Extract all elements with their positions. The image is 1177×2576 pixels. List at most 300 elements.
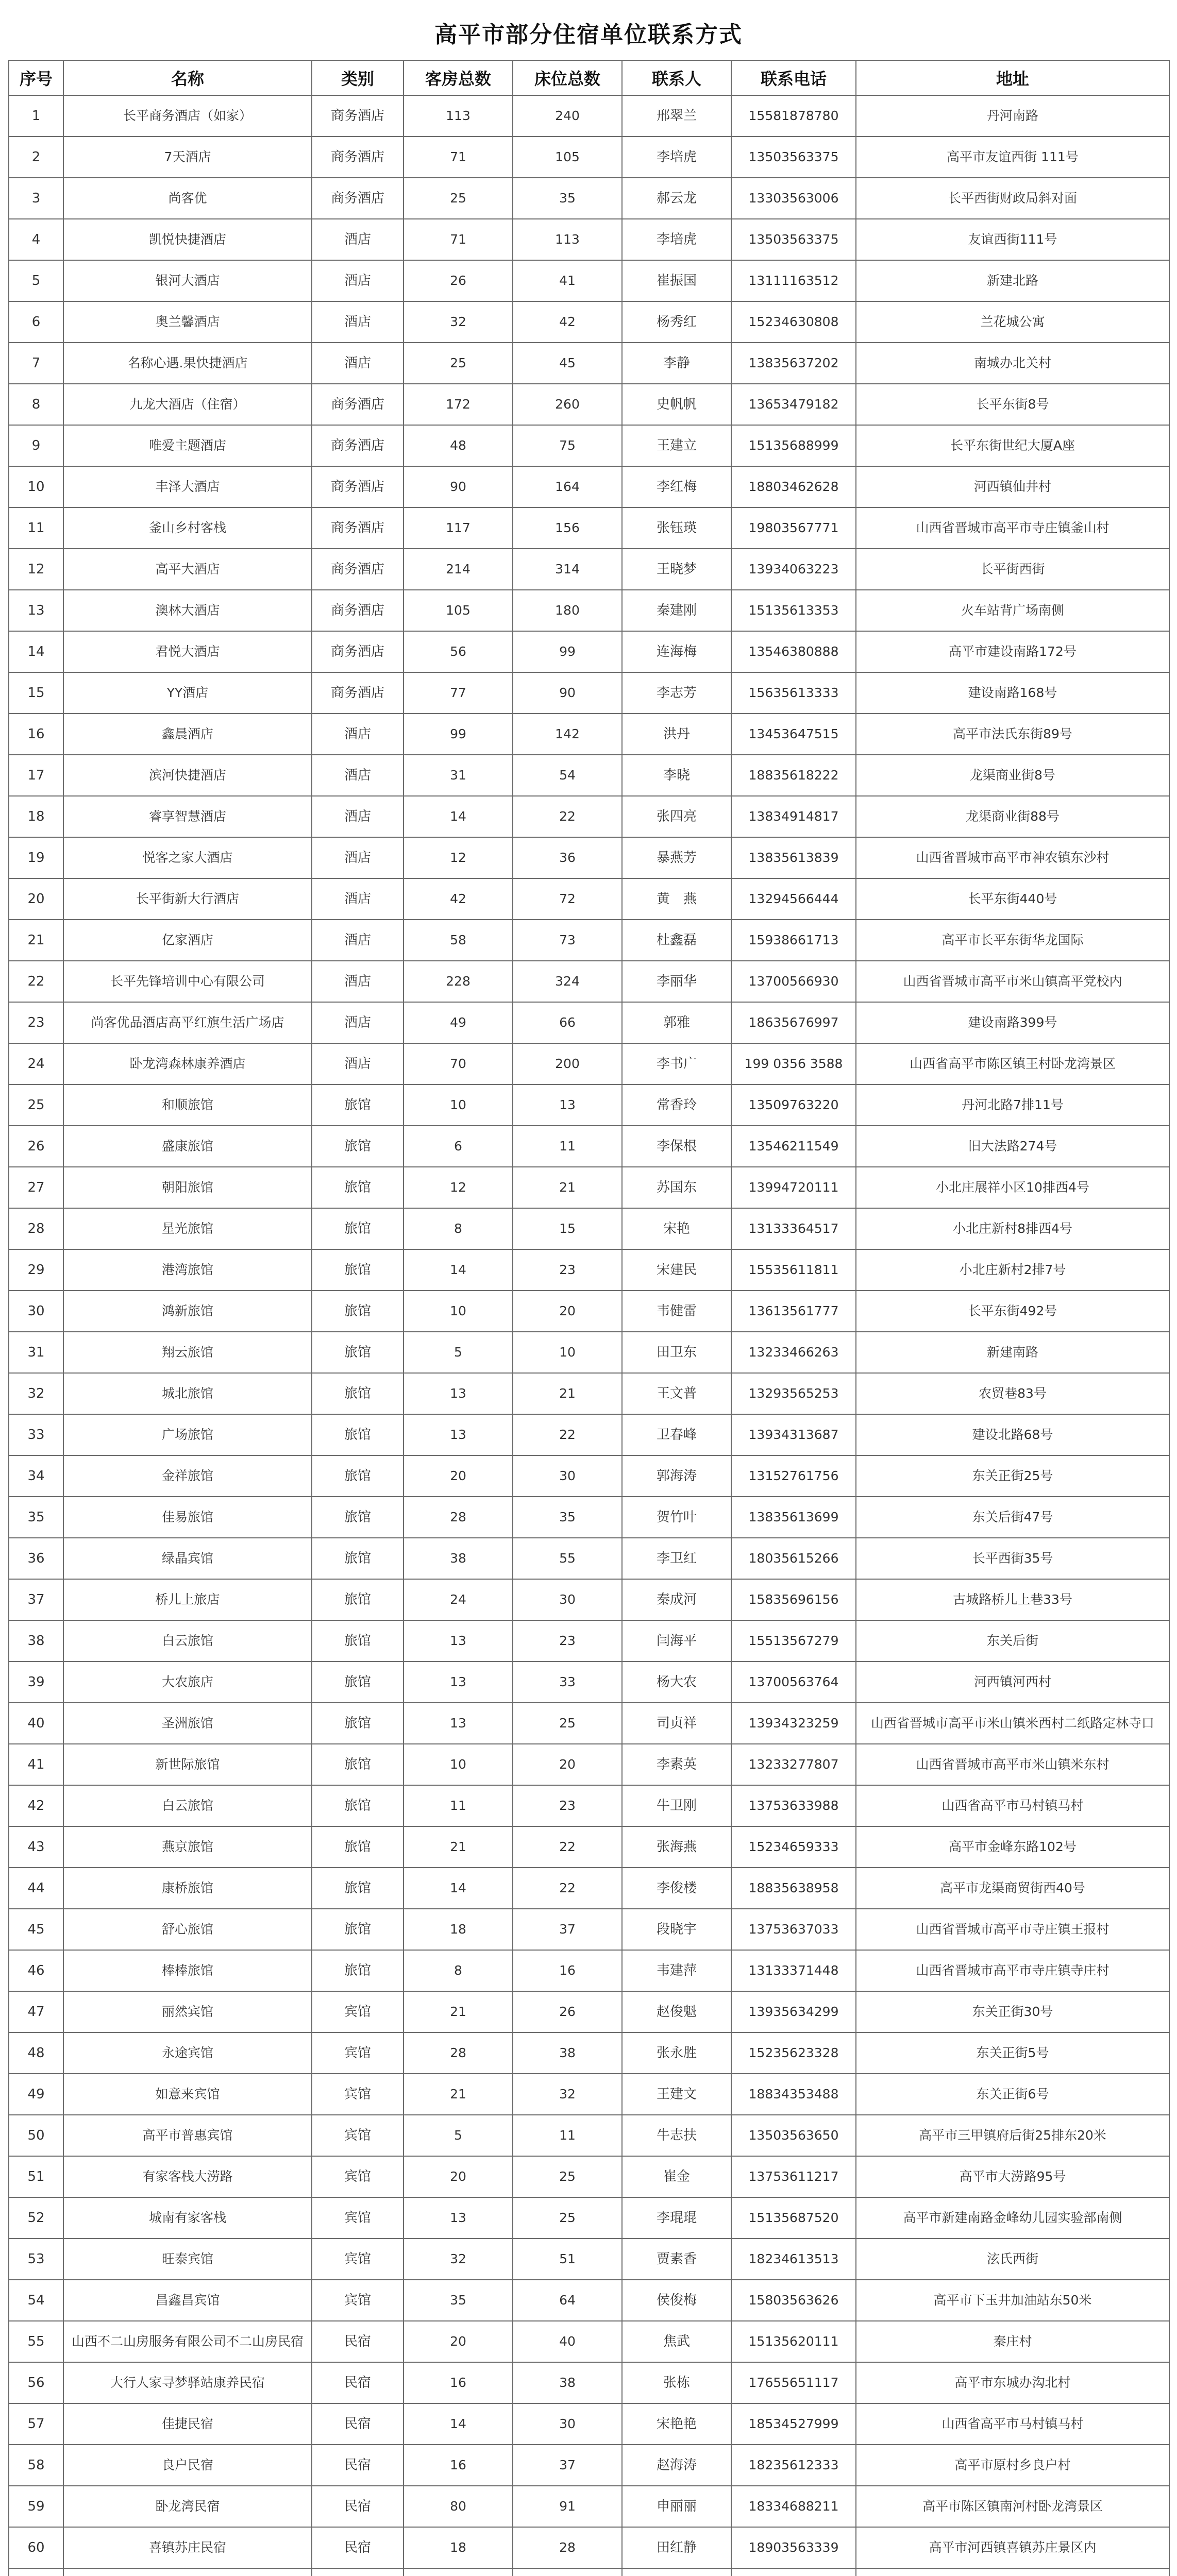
cell-address: 秦庄村 — [856, 2321, 1169, 2362]
cell-address: 建设南路168号 — [856, 672, 1169, 714]
cell-address: 古城路桥儿上巷33号 — [856, 1579, 1169, 1620]
cell-name: 新世际旅馆 — [63, 1744, 312, 1785]
cell-name: 鸿新旅馆 — [63, 1291, 312, 1332]
cell-name: 佳易旅馆 — [63, 1497, 312, 1538]
cell-index: 28 — [9, 1208, 63, 1249]
cell-beds: 20 — [513, 1744, 622, 1785]
cell-name: 绿晶宾馆 — [63, 1538, 312, 1579]
cell-rooms: 13 — [403, 1703, 513, 1744]
cell-rooms: 13 — [403, 1414, 513, 1455]
table-row — [9, 1455, 1169, 1497]
cell-contact: 王建立 — [622, 425, 731, 466]
cell-name: 凯悦快捷酒店 — [63, 219, 312, 260]
cell-category: 商务酒店 — [312, 384, 403, 425]
cell-beds: 22 — [513, 1414, 622, 1455]
cell-name: 九龙大酒店（住宿） — [63, 384, 312, 425]
cell-rooms: 21 — [403, 1826, 513, 1868]
cell-rooms: 28 — [403, 1497, 513, 1538]
table-row — [9, 714, 1169, 755]
cell-category: 酒店 — [312, 219, 403, 260]
table-row — [9, 1291, 1169, 1332]
table-row — [9, 1249, 1169, 1291]
cell-rooms: 56 — [403, 631, 513, 672]
cell-contact: 韦建萍 — [622, 1950, 731, 1991]
cell-category: 旅馆 — [312, 1332, 403, 1373]
cell-contact: 宋艳 — [622, 1208, 731, 1249]
cell-rooms: 21 — [403, 2074, 513, 2115]
cell-category: 民宿 — [312, 2486, 403, 2527]
cell-index: 50 — [9, 2115, 63, 2156]
cell-beds: 21 — [513, 1167, 622, 1208]
cell-rooms: 49 — [403, 1002, 513, 1043]
cell-contact: 黄 燕 — [622, 878, 731, 920]
cell-phone: 18903563339 — [731, 2527, 856, 2568]
cell-phone: 15803563626 — [731, 2280, 856, 2321]
cell-phone: 13835613839 — [731, 837, 856, 878]
cell-index: 45 — [9, 1909, 63, 1950]
cell-address: 长平西街财政局斜对面 — [856, 178, 1169, 219]
cell-name: 港湾旅馆 — [63, 1249, 312, 1291]
table-row — [9, 1043, 1169, 1084]
cell-contact: 申丽丽 — [622, 2486, 731, 2527]
cell-rooms: 20 — [403, 1455, 513, 1497]
cell-index: 56 — [9, 2362, 63, 2403]
cell-category: 宾馆 — [312, 2115, 403, 2156]
cell-rooms: 16 — [403, 2445, 513, 2486]
cell-index: 12 — [9, 549, 63, 590]
cell-category: 宾馆 — [312, 2197, 403, 2239]
table-row — [9, 343, 1169, 384]
cell-category: 宾馆 — [312, 2239, 403, 2280]
cell-rooms: 48 — [403, 425, 513, 466]
cell-category: 酒店 — [312, 301, 403, 343]
cell-rooms: 16 — [403, 2362, 513, 2403]
cell-contact: 李俊楼 — [622, 1868, 731, 1909]
cell-beds: 30 — [513, 1455, 622, 1497]
cell-contact: 连海梅 — [622, 631, 731, 672]
cell-index: 14 — [9, 631, 63, 672]
cell-name: YY酒店 — [63, 672, 312, 714]
cell-address: 兰花城公寓 — [856, 301, 1169, 343]
lodging-table — [8, 60, 1170, 2576]
cell-address: 东关正街30号 — [856, 1991, 1169, 2032]
cell-rooms: 18 — [403, 2527, 513, 2568]
cell-name: 名称心遇.果快捷酒店 — [63, 343, 312, 384]
cell-contact: 李保根 — [622, 1126, 731, 1167]
cell-rooms: 13 — [403, 1620, 513, 1662]
cell-rooms: 21 — [403, 1991, 513, 2032]
cell-beds: 164 — [513, 466, 622, 507]
cell-contact: 宋艳艳 — [622, 2403, 731, 2445]
cell-address: 山西省晋城市高平市米山镇米东村 — [856, 1744, 1169, 1785]
cell-index: 54 — [9, 2280, 63, 2321]
cell-beds: 42 — [513, 301, 622, 343]
cell-contact: 李琨琨 — [622, 2197, 731, 2239]
cell-phone: 18803462628 — [731, 466, 856, 507]
cell-address: 南城办北关村 — [856, 343, 1169, 384]
cell-rooms: 5 — [403, 2115, 513, 2156]
cell-contact: 贾素香 — [622, 2239, 731, 2280]
table-row — [9, 672, 1169, 714]
cell-rooms: 28 — [403, 2032, 513, 2074]
cell-rooms: 8 — [403, 1950, 513, 1991]
cell-contact: 杨秀红 — [622, 301, 731, 343]
table-row — [9, 178, 1169, 219]
cell-phone: 18835618222 — [731, 755, 856, 796]
cell-beds: 38 — [513, 2362, 622, 2403]
table-row — [9, 1538, 1169, 1579]
cell-beds: 22 — [513, 1868, 622, 1909]
cell-beds: 10 — [513, 1332, 622, 1373]
cell-beds: 35 — [513, 178, 622, 219]
cell-contact: 张四亮 — [622, 796, 731, 837]
cell-address: 火车站背广场南侧 — [856, 590, 1169, 631]
col-header-beds: 床位总数 — [513, 60, 622, 95]
cell-rooms: 14 — [403, 1249, 513, 1291]
cell-beds: 36 — [513, 837, 622, 878]
cell-phone: 18534527999 — [731, 2403, 856, 2445]
cell-index: 31 — [9, 1332, 63, 1373]
cell-address: 长平东街世纪大厦A座 — [856, 425, 1169, 466]
cell-contact: 卫春峰 — [622, 1414, 731, 1455]
cell-name: 广场旅馆 — [63, 1414, 312, 1455]
cell-phone: 13834914817 — [731, 796, 856, 837]
cell-index: 47 — [9, 1991, 63, 2032]
cell-beds: 23 — [513, 1249, 622, 1291]
cell-name: 奥兰馨酒店 — [63, 301, 312, 343]
cell-phone: 13503563650 — [731, 2115, 856, 2156]
cell-index: 18 — [9, 796, 63, 837]
cell-phone — [731, 2568, 856, 2576]
cell-beds: 11 — [513, 1126, 622, 1167]
cell-name: 澳林大酒店 — [63, 590, 312, 631]
cell-address: 小北庄展祥小区10排西4号 — [856, 1167, 1169, 1208]
cell-rooms: 228 — [403, 961, 513, 1002]
col-header-phone: 联系电话 — [731, 60, 856, 95]
cell-beds: 66 — [513, 1002, 622, 1043]
cell-address: 龙渠商业街8号 — [856, 755, 1169, 796]
cell-address: 山西省晋城市高平市神农镇东沙村 — [856, 837, 1169, 878]
cell-phone: 13546211549 — [731, 1126, 856, 1167]
cell-name: 大行人家寻梦驿站康养民宿 — [63, 2362, 312, 2403]
cell-name: 棒棒旅馆 — [63, 1950, 312, 1991]
table-row — [9, 920, 1169, 961]
cell-rooms: 58 — [403, 920, 513, 961]
cell-phone: 18334688211 — [731, 2486, 856, 2527]
cell-category: 民宿 — [312, 2362, 403, 2403]
cell-beds: 13 — [513, 1084, 622, 1126]
table-row — [9, 590, 1169, 631]
cell-name: 旺泰宾馆 — [63, 2239, 312, 2280]
cell-contact: 段晓宇 — [622, 1909, 731, 1950]
cell-category: 旅馆 — [312, 1373, 403, 1414]
table-row — [9, 2568, 1169, 2576]
cell-rooms: 14 — [403, 1868, 513, 1909]
cell-contact: 暴燕芳 — [622, 837, 731, 878]
cell-name: 山西不二山房服务有限公司不二山房民宿 — [63, 2321, 312, 2362]
cell-name: 白云旅馆 — [63, 1620, 312, 1662]
cell-name: 长平先锋培训中心有限公司 — [63, 961, 312, 1002]
cell-rooms: 35 — [403, 2280, 513, 2321]
cell-phone: 15135620111 — [731, 2321, 856, 2362]
cell-name: 金祥旅馆 — [63, 1455, 312, 1497]
cell-beds: 40 — [513, 2321, 622, 2362]
cell-contact: 张永胜 — [622, 2032, 731, 2074]
cell-name: 昌鑫昌宾馆 — [63, 2280, 312, 2321]
table-row — [9, 1868, 1169, 1909]
cell-address: 长平东街492号 — [856, 1291, 1169, 1332]
cell-index: 1 — [9, 95, 63, 137]
cell-contact: 李书广 — [622, 1043, 731, 1084]
cell-rooms: 14 — [403, 2403, 513, 2445]
cell-phone: 13835613699 — [731, 1497, 856, 1538]
cell-index: 57 — [9, 2403, 63, 2445]
table-row — [9, 2156, 1169, 2197]
cell-contact: 闫海平 — [622, 1620, 731, 1662]
cell-name: 丽然宾馆 — [63, 1991, 312, 2032]
cell-rooms: 12 — [403, 837, 513, 878]
cell-category: 旅馆 — [312, 1126, 403, 1167]
cell-phone: 13233277807 — [731, 1744, 856, 1785]
cell-address: 高平市大涝路95号 — [856, 2156, 1169, 2197]
cell-address: 长平东街8号 — [856, 384, 1169, 425]
cell-rooms: 10 — [403, 1084, 513, 1126]
cell-category: 宾馆 — [312, 2156, 403, 2197]
cell-phone: 13835637202 — [731, 343, 856, 384]
cell-beds: 91 — [513, 2486, 622, 2527]
cell-name: 喜镇苏庄民宿 — [63, 2527, 312, 2568]
cell-address: 长平街西街 — [856, 549, 1169, 590]
cell-phone: 18835638958 — [731, 1868, 856, 1909]
cell-rooms: 117 — [403, 507, 513, 549]
cell-phone: 13753611217 — [731, 2156, 856, 2197]
cell-beds: 25 — [513, 2156, 622, 2197]
cell-beds: 324 — [513, 961, 622, 1002]
cell-category: 酒店 — [312, 878, 403, 920]
table-row — [9, 425, 1169, 466]
cell-address: 东关正街6号 — [856, 2074, 1169, 2115]
cell-category: 酒店 — [312, 714, 403, 755]
cell-index: 44 — [9, 1868, 63, 1909]
cell-rooms: 20 — [403, 2321, 513, 2362]
cell-index: 6 — [9, 301, 63, 343]
cell-beds: 25 — [513, 2197, 622, 2239]
cell-index: 36 — [9, 1538, 63, 1579]
cell-index: 42 — [9, 1785, 63, 1826]
cell-rooms: 32 — [403, 2239, 513, 2280]
cell-index: 2 — [9, 137, 63, 178]
cell-name: 滨河快捷酒店 — [63, 755, 312, 796]
cell-contact: 侯俊梅 — [622, 2280, 731, 2321]
cell-address: 长平西街35号 — [856, 1538, 1169, 1579]
cell-category: 商务酒店 — [312, 631, 403, 672]
cell-rooms: 18 — [403, 1909, 513, 1950]
cell-name: 卧龙湾森林康养酒店 — [63, 1043, 312, 1084]
cell-name: 城北旅馆 — [63, 1373, 312, 1414]
cell-name: 丰泽大酒店 — [63, 466, 312, 507]
cell-phone: 15235623328 — [731, 2032, 856, 2074]
cell-phone: 13133371448 — [731, 1950, 856, 1991]
cell-phone: 13233466263 — [731, 1332, 856, 1373]
cell-address: 长平东街440号 — [856, 878, 1169, 920]
cell-beds: 37 — [513, 2445, 622, 2486]
cell-contact: 韦健雷 — [622, 1291, 731, 1332]
cell-name: 佳捷民宿 — [63, 2403, 312, 2445]
table-row — [9, 1662, 1169, 1703]
table-row — [9, 2403, 1169, 2445]
cell-category: 旅馆 — [312, 1703, 403, 1744]
cell-index: 7 — [9, 343, 63, 384]
cell-category: 商务酒店 — [312, 466, 403, 507]
cell-name: 尚客优品酒店高平红旗生活广场店 — [63, 1002, 312, 1043]
table-row — [9, 1373, 1169, 1414]
table-row — [9, 1167, 1169, 1208]
cell-category: 商务酒店 — [312, 425, 403, 466]
table-row — [9, 2527, 1169, 2568]
cell-address: 建设北路68号 — [856, 1414, 1169, 1455]
cell-rooms: 10 — [403, 1291, 513, 1332]
cell-address: 高平市长平东街华龙国际 — [856, 920, 1169, 961]
table-row — [9, 1497, 1169, 1538]
cell-beds: 75 — [513, 425, 622, 466]
cell-phone: 13994720111 — [731, 1167, 856, 1208]
table-row — [9, 2321, 1169, 2362]
cell-address: 山西省晋城市高平市寺庄镇王报村 — [856, 1909, 1169, 1950]
cell-category: 宾馆 — [312, 1991, 403, 2032]
cell-rooms: 70 — [403, 1043, 513, 1084]
cell-beds: 45 — [513, 343, 622, 384]
cell-address: 泫氏西街 — [856, 2239, 1169, 2280]
cell-address: 龙渠商业街88号 — [856, 796, 1169, 837]
cell-contact: 李培虎 — [622, 137, 731, 178]
cell-contact: 牛卫刚 — [622, 1785, 731, 1826]
cell-category: 旅馆 — [312, 1620, 403, 1662]
cell-name: 釜山乡村客栈 — [63, 507, 312, 549]
table-row — [9, 219, 1169, 260]
cell-category: 商务酒店 — [312, 549, 403, 590]
cell-index: 59 — [9, 2486, 63, 2527]
cell-beds: 55 — [513, 1538, 622, 1579]
cell-category: 酒店 — [312, 260, 403, 301]
cell-name: 7天酒店 — [63, 137, 312, 178]
cell-name: 康桥旅馆 — [63, 1868, 312, 1909]
cell-index: 51 — [9, 2156, 63, 2197]
cell-phone: 15135688999 — [731, 425, 856, 466]
cell-name: 有家客栈大涝路 — [63, 2156, 312, 2197]
col-header-address: 地址 — [856, 60, 1169, 95]
cell-address: 农贸巷83号 — [856, 1373, 1169, 1414]
cell-category: 旅馆 — [312, 1662, 403, 1703]
cell-category — [312, 2568, 403, 2576]
cell-index: 27 — [9, 1167, 63, 1208]
cell-address: 高平市河西镇喜镇苏庄景区内 — [856, 2527, 1169, 2568]
cell-category: 旅馆 — [312, 1579, 403, 1620]
cell-address: 高平市下玉井加油站东50米 — [856, 2280, 1169, 2321]
cell-contact: 崔振国 — [622, 260, 731, 301]
cell-beds: 23 — [513, 1785, 622, 1826]
cell-rooms: 105 — [403, 590, 513, 631]
cell-name: 卧龙湾民宿 — [63, 2486, 312, 2527]
cell-category: 商务酒店 — [312, 590, 403, 631]
cell-address: 东关正街5号 — [856, 2032, 1169, 2074]
cell-address: 山西省晋城市高平市寺庄镇寺庄村 — [856, 1950, 1169, 1991]
table-row — [9, 1785, 1169, 1826]
cell-rooms: 20 — [403, 2156, 513, 2197]
cell-beds: 90 — [513, 672, 622, 714]
cell-address: 山西省晋城市高平市米山镇高平党校内 — [856, 961, 1169, 1002]
cell-contact: 焦武 — [622, 2321, 731, 2362]
cell-name: 白云旅馆 — [63, 1785, 312, 1826]
cell-index: 35 — [9, 1497, 63, 1538]
cell-rooms: 13 — [403, 1373, 513, 1414]
cell-address: 高平市三甲镇府后街25排东20米 — [856, 2115, 1169, 2156]
col-header-rooms: 客房总数 — [403, 60, 513, 95]
cell-beds: 22 — [513, 1826, 622, 1868]
col-header-name: 名称 — [63, 60, 312, 95]
table-row — [9, 2197, 1169, 2239]
table-row — [9, 260, 1169, 301]
cell-category: 酒店 — [312, 920, 403, 961]
cell-phone: 15635613333 — [731, 672, 856, 714]
cell-phone: 13503563375 — [731, 219, 856, 260]
cell-rooms: 25 — [403, 178, 513, 219]
cell-beds: 22 — [513, 796, 622, 837]
cell-name: 长平街新大行酒店 — [63, 878, 312, 920]
table-row — [9, 466, 1169, 507]
cell-index: 43 — [9, 1826, 63, 1868]
cell-beds: 20 — [513, 1291, 622, 1332]
cell-category: 酒店 — [312, 343, 403, 384]
cell-address: 高平市东城办沟北村 — [856, 2362, 1169, 2403]
cell-phone: 15135687520 — [731, 2197, 856, 2239]
cell-contact: 王文普 — [622, 1373, 731, 1414]
cell-index: 53 — [9, 2239, 63, 2280]
cell-beds: 26 — [513, 1991, 622, 2032]
cell-beds: 314 — [513, 549, 622, 590]
cell-contact: 李素英 — [622, 1744, 731, 1785]
cell-name: 朝阳旅馆 — [63, 1167, 312, 1208]
cell-index: 32 — [9, 1373, 63, 1414]
cell-index: 22 — [9, 961, 63, 1002]
document — [8, 10, 1169, 2576]
cell-phone: 15513567279 — [731, 1620, 856, 1662]
cell-phone: 15938661713 — [731, 920, 856, 961]
cell-name: 高平大酒店 — [63, 549, 312, 590]
table-row — [9, 2280, 1169, 2321]
cell-category: 旅馆 — [312, 1208, 403, 1249]
cell-index: 24 — [9, 1043, 63, 1084]
cell-rooms: 38 — [403, 1538, 513, 1579]
cell-contact: 田红静 — [622, 2527, 731, 2568]
cell-contact: 秦成河 — [622, 1579, 731, 1620]
cell-phone: 13934063223 — [731, 549, 856, 590]
table-row — [9, 1332, 1169, 1373]
table-row — [9, 796, 1169, 837]
cell-category: 旅馆 — [312, 1785, 403, 1826]
cell-index: 37 — [9, 1579, 63, 1620]
cell-address: 高平市原村乡良户村 — [856, 2445, 1169, 2486]
table-row — [9, 2239, 1169, 2280]
cell-category: 酒店 — [312, 1043, 403, 1084]
cell-category: 民宿 — [312, 2445, 403, 2486]
table-row — [9, 878, 1169, 920]
cell-category: 旅馆 — [312, 1826, 403, 1868]
cell-rooms: 12 — [403, 1167, 513, 1208]
cell-phone: 13546380888 — [731, 631, 856, 672]
cell-beds: 38 — [513, 2032, 622, 2074]
table-row — [9, 2486, 1169, 2527]
cell-address: 山西省高平市马村镇马村 — [856, 1785, 1169, 1826]
